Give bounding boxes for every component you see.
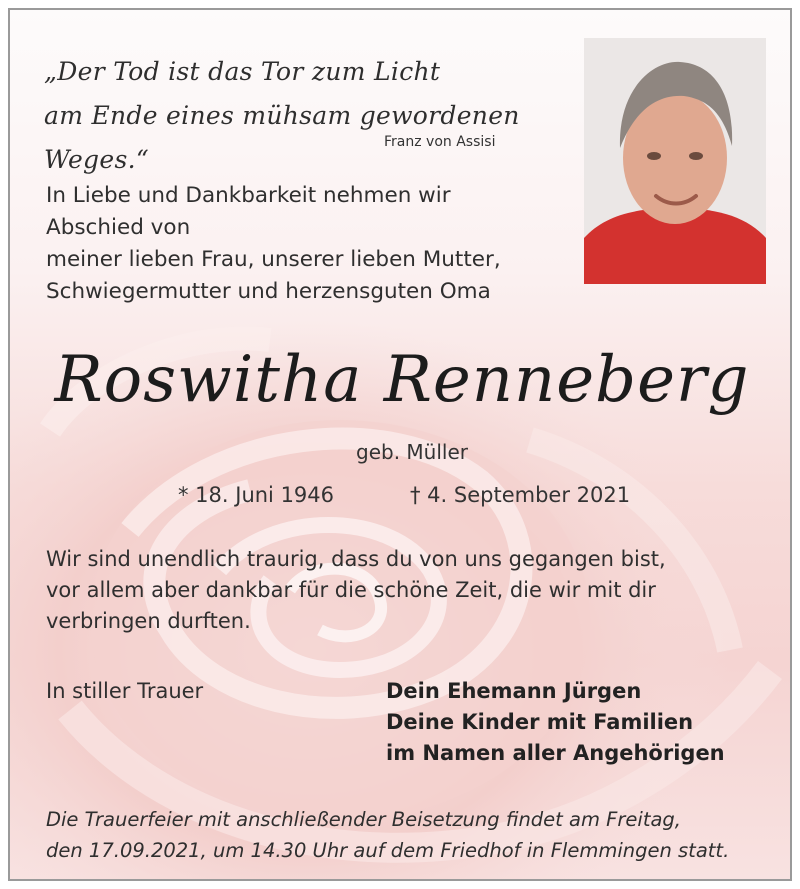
farewell-message bbox=[46, 544, 786, 637]
quote-line-2: am Ende eines mühsam gewordenen Weges.“ bbox=[44, 101, 520, 174]
birth-name: geb. Müller bbox=[356, 440, 468, 464]
mourners-list bbox=[386, 676, 725, 769]
obituary-card bbox=[8, 8, 792, 881]
death-date: † 4. September 2021 bbox=[410, 483, 631, 507]
mourning-label: In stiller Trauer bbox=[46, 679, 204, 703]
birth-date: * 18. Juni 1946 bbox=[178, 483, 335, 507]
funeral-notice bbox=[46, 804, 786, 866]
intro-text bbox=[46, 180, 576, 308]
message-line-1: Wir sind unendlich traurig, dass du von uns gegangen bist, bbox=[46, 547, 666, 571]
intro-line-1: In Liebe und Dankbarkeit nehmen wir bbox=[46, 183, 451, 208]
quote-author: Franz von Assisi bbox=[384, 134, 496, 150]
mourner-line-2: Deine Kinder mit Familien bbox=[386, 710, 694, 734]
intro-line-4: Schwiegermutter und herzensguten Oma bbox=[46, 279, 491, 304]
quote-text bbox=[44, 50, 564, 182]
mourner-line-1: Dein Ehemann Jürgen bbox=[386, 679, 642, 703]
portrait-photo bbox=[584, 38, 766, 284]
quote-line-1: „Der Tod ist das Tor zum Licht bbox=[44, 57, 441, 86]
intro-line-3: meiner lieben Frau, unserer lieben Mutter, bbox=[46, 247, 501, 272]
funeral-line-2: den 17.09.2021, um 14.30 Uhr auf dem Friedhof in Flemmingen statt. bbox=[46, 839, 730, 862]
message-line-3: verbringen durften. bbox=[46, 609, 251, 633]
funeral-line-1: Die Trauerfeier mit anschließender Beisetzung findet am Freitag, bbox=[46, 808, 681, 831]
intro-line-2: Abschied von bbox=[46, 215, 191, 240]
mourner-line-3: im Namen aller Angehörigen bbox=[386, 741, 725, 765]
deceased-name: Roswitha Renneberg bbox=[54, 343, 750, 417]
message-line-2: vor allem aber dankbar für die schöne Zeit, die wir mit dir bbox=[46, 578, 656, 602]
